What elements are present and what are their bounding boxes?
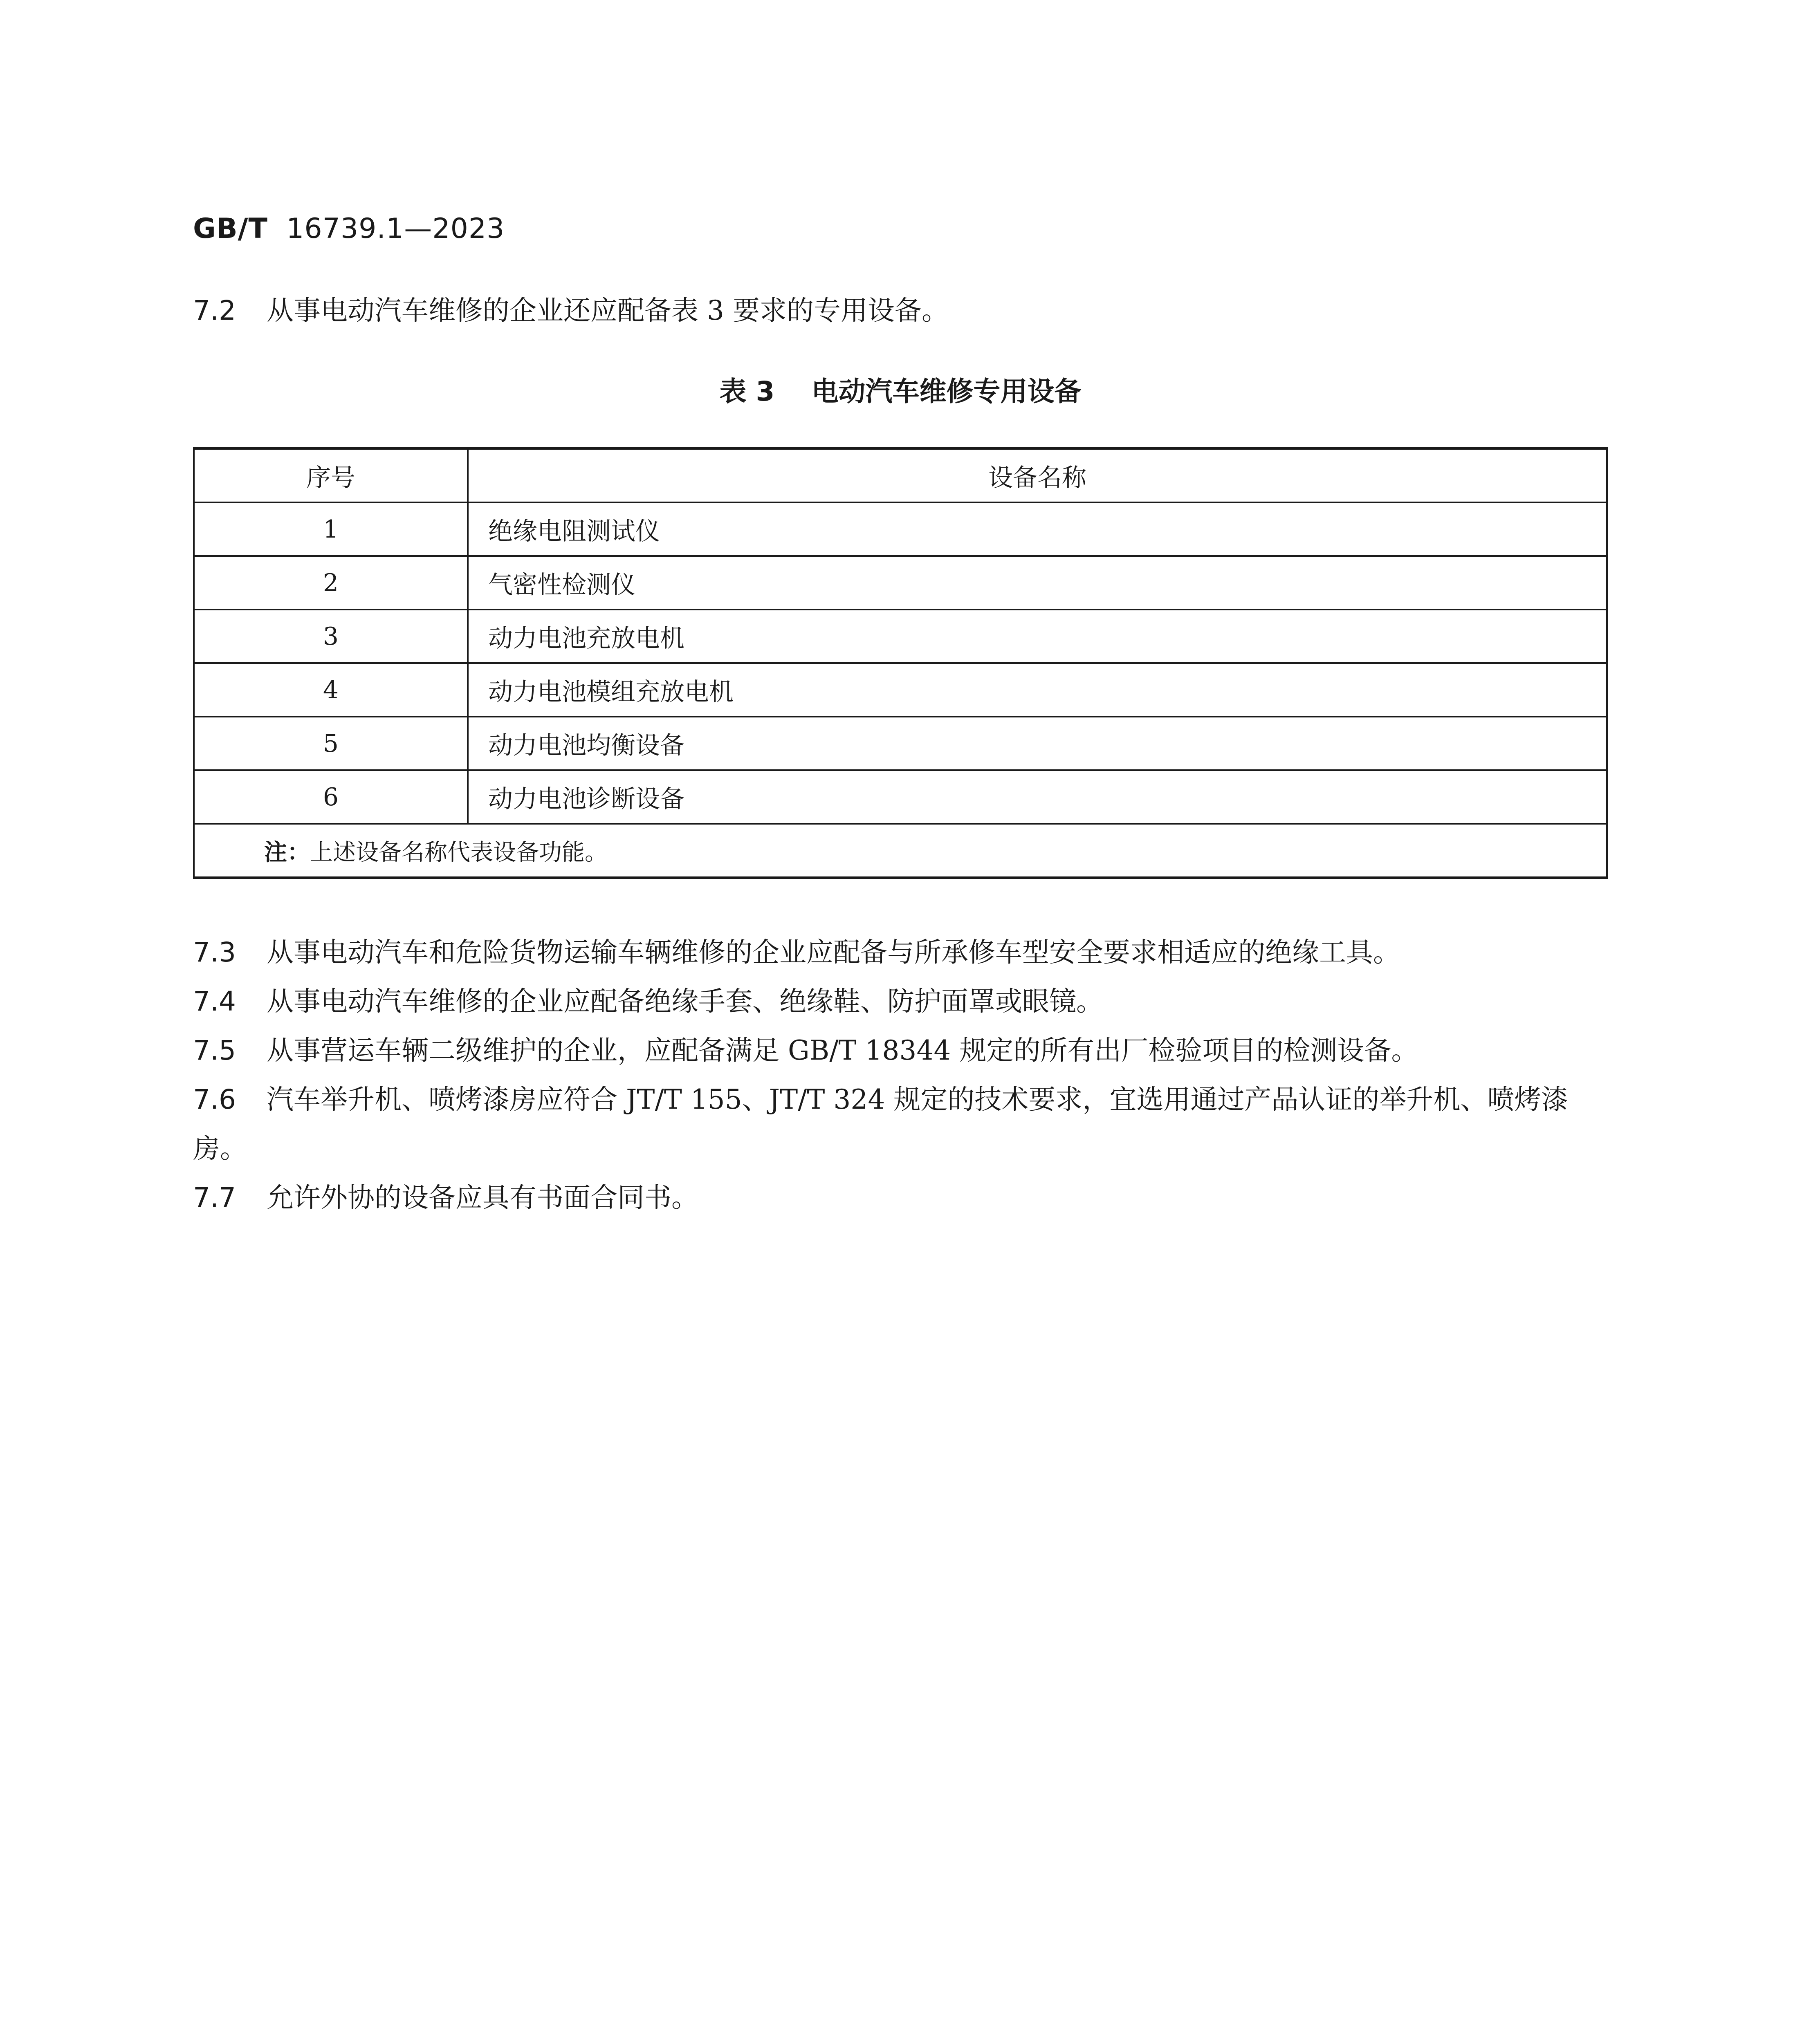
- clause-7-7: [193, 1173, 1608, 1222]
- table-row: [194, 556, 1607, 610]
- clause-number: 7.6: [193, 1084, 236, 1115]
- clause-7-6: [193, 1075, 1608, 1173]
- standard-prefix: GB/T: [193, 213, 268, 245]
- clause-7-4: [193, 977, 1608, 1026]
- row-index: 5: [194, 717, 468, 770]
- clause-number: 7.2: [193, 295, 236, 326]
- table-row: [194, 663, 1607, 717]
- equipment-table: [193, 447, 1608, 879]
- table-row: [194, 502, 1607, 556]
- clause-text: 从事电动汽车和危险货物运输车辆维修的企业应配备与所承修车型安全要求相适应的绝缘工具。: [267, 937, 1400, 968]
- clause-text: 汽车举升机、喷烤漆房应符合 JT/T 155、JT/T 324 规定的技术要求，宜选用通过产品认证的举升机、喷烤漆房。: [193, 1084, 1569, 1164]
- row-index: 3: [194, 610, 468, 663]
- note-label: 注：: [264, 838, 310, 866]
- table-row: [194, 610, 1607, 663]
- table-header-row: [194, 448, 1607, 502]
- clause-7-5: [193, 1026, 1608, 1075]
- table-label: 表 3: [719, 376, 775, 407]
- equipment-name: 动力电池充放电机: [468, 610, 1607, 663]
- table-row: [194, 770, 1607, 824]
- clause-text: 从事电动汽车维修的企业还应配备表 3 要求的专用设备。: [267, 295, 949, 326]
- row-index: 2: [194, 556, 468, 610]
- row-index: 6: [194, 770, 468, 824]
- column-header-index: 序号: [194, 448, 468, 502]
- table-note: [194, 824, 1607, 878]
- row-index: 1: [194, 502, 468, 556]
- clause-text: 从事电动汽车维修的企业应配备绝缘手套、绝缘鞋、防护面罩或眼镜。: [267, 986, 1103, 1017]
- table-caption: 电动汽车维修专用设备: [811, 376, 1082, 407]
- table-row: [194, 717, 1607, 770]
- clause-number: 7.5: [193, 1035, 236, 1066]
- equipment-name: 气密性检测仪: [468, 556, 1607, 610]
- clause-7-2: [193, 286, 1608, 335]
- standard-number: 16739.1—2023: [286, 213, 505, 245]
- note-text: 上述设备名称代表设备功能。: [310, 839, 608, 866]
- equipment-name: 动力电池诊断设备: [468, 770, 1607, 824]
- standard-code: [193, 213, 505, 245]
- clause-number: 7.7: [193, 1182, 236, 1213]
- equipment-name: 动力电池模组充放电机: [468, 663, 1607, 717]
- column-header-name: 设备名称: [468, 448, 1607, 502]
- clause-7-3: [193, 928, 1608, 977]
- table-note-row: [194, 824, 1607, 878]
- clause-text: 允许外协的设备应具有书面合同书。: [267, 1182, 698, 1213]
- equipment-name: 绝缘电阻测试仪: [468, 502, 1607, 556]
- clause-number: 7.4: [193, 986, 236, 1017]
- row-index: 4: [194, 663, 468, 717]
- clause-number: 7.3: [193, 937, 236, 968]
- table-title: [193, 370, 1608, 408]
- clause-text: 从事营运车辆二级维护的企业，应配备满足 GB/T 18344 规定的所有出厂检验项目的检测设备。: [267, 1035, 1418, 1066]
- equipment-name: 动力电池均衡设备: [468, 717, 1607, 770]
